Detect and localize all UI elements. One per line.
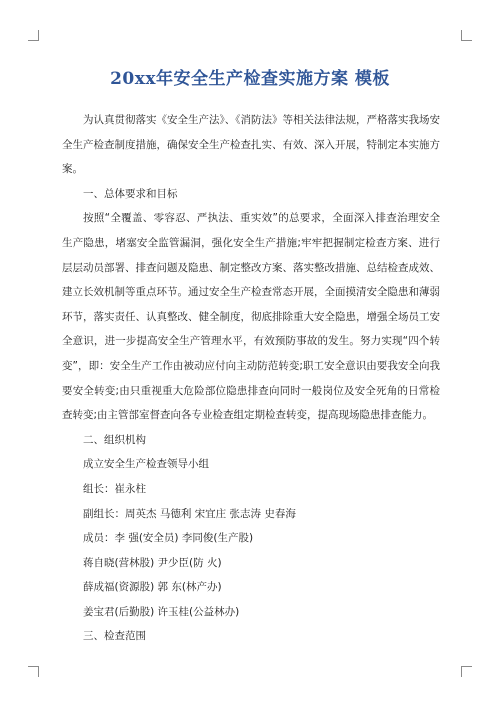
goals-paragraph: 按照“全覆盖、零容忍、严执法、重实效”的总要求，全面深入排查治理安全生产隐患，堵塞安全监管漏洞，强化安全生产措施;牢牢把握制定检查方案、进行层层动员部署、排查问题及隐患、制定整改方案、落实整改措施、总结检查成效、建立长效机制等重点环节。通过安全生产检查常态开展，全面摸清安全隐患和薄弱环节，落实责任、认真整改、健全制度，彻底排除重大安全隐患，增强全场员工安全意识，进一步提高安全生产管理水平，有效预防事故的发生。努力实现“四个转变”，即：安全生产工作由被动应付向主动防范转变;职工安全意识由要我安全向我要安全转变;由只重视重大危险部位隐患排查向同时一般岗位及安全死角的日常检查转变;由主管部室督查向各专业检查组定期检查转变，提高现场隐患排查能力。 [62,212,440,422]
deputy-line: 副组长：周英杰 马德利 宋宜庄 张志涛 史春海 [83,507,296,520]
members-line-3: 薛成福(资源股) 郭 东(林产办) [83,581,222,594]
document-body [62,108,440,649]
members-line-2: 蒋自晓(营林股) 尹少臣(防 火) [83,556,222,569]
section-heading-organization: 二、组织机构 [83,433,146,446]
section-heading-goals: 一、总体要求和目标 [83,187,178,200]
crop-mark-top-left [28,30,39,41]
members-line-4: 姜宝君(后勤股) 许玉桂(公益林办) [83,605,240,618]
crop-mark-bottom-right [461,666,472,677]
title-year: 20xx [110,69,156,89]
org-title-line: 成立安全生产检查领导小组 [83,458,209,471]
leader-line: 组长：崔永柱 [83,482,146,495]
crop-mark-bottom-left [28,666,39,677]
members-line-1: 成员：李 强(安全员) 李同俊(生产股) [83,532,254,545]
document-title [0,64,500,89]
section-heading-scope: 三、检查范围 [83,630,146,643]
crop-mark-top-right [461,30,472,41]
title-text: 年安全生产检查实施方案 模板 [156,69,390,89]
intro-paragraph: 为认真贯彻落实《安全生产法》、《消防法》等相关法律法规，严格落实我场安全生产检查制度措施，确保安全生产检查扎实、有效、深入开展，特制定本实施方案。 [62,114,440,176]
